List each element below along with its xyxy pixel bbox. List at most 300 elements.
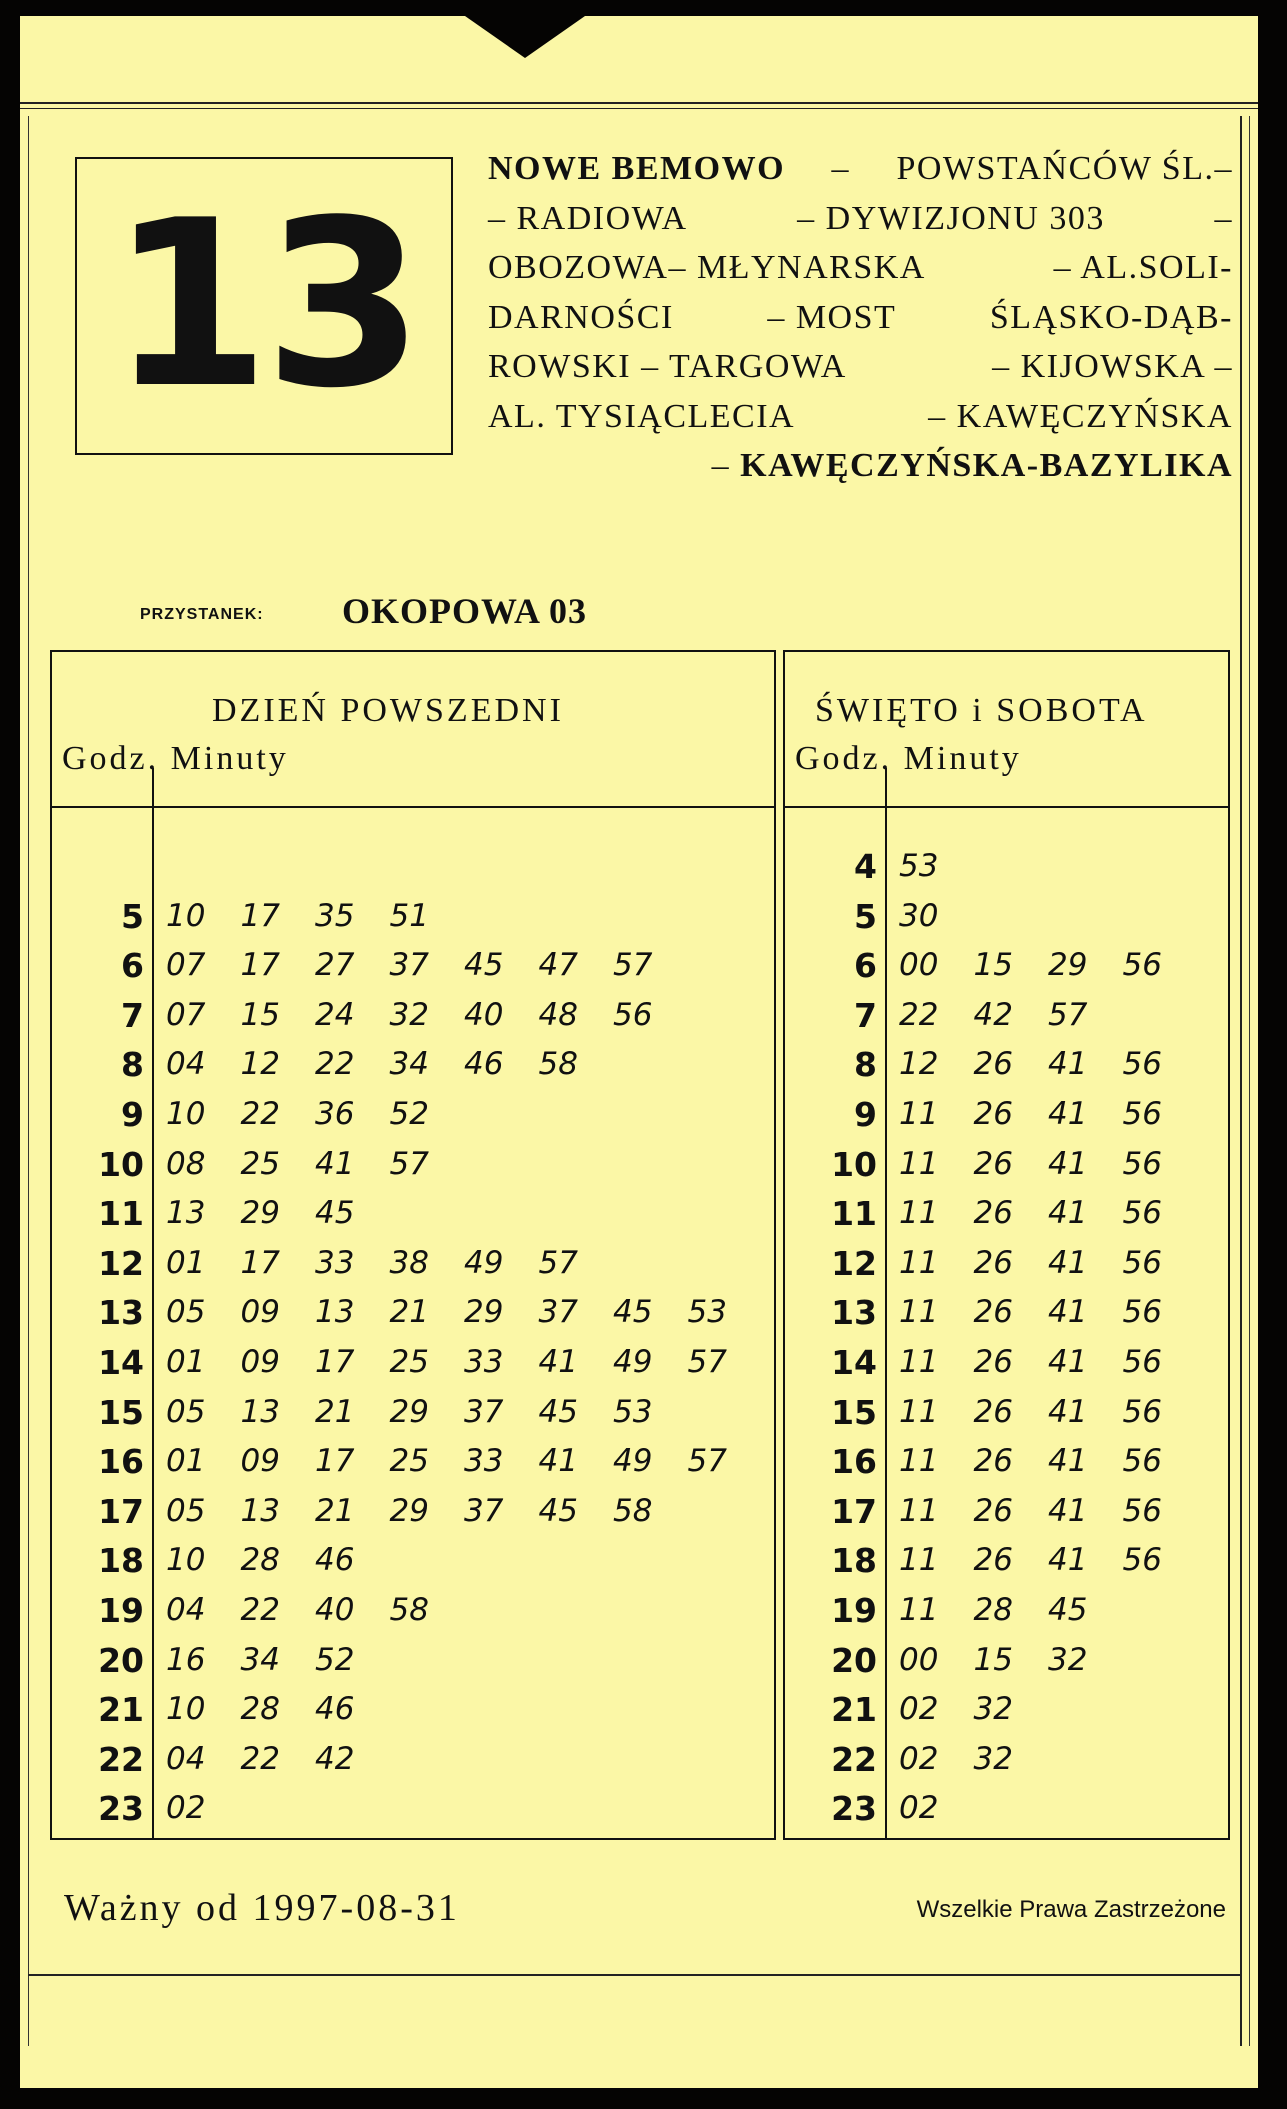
minutes-cell (899, 1090, 1197, 1140)
timetable-row (785, 1636, 1228, 1686)
minute-value: 41 (1048, 1095, 1088, 1132)
header-rule (785, 806, 1228, 808)
minute-value: 26 (973, 1095, 1013, 1132)
minute-value: 32 (1048, 1641, 1088, 1678)
minute-value: 22 (315, 1046, 355, 1083)
hour-cell: 7 (854, 995, 877, 1035)
minute-value: 57 (538, 1244, 578, 1281)
minute-value: 49 (613, 1343, 653, 1380)
minute-value: 26 (973, 1294, 1013, 1331)
timetable-row (785, 1239, 1228, 1289)
hour-cell: 16 (98, 1442, 144, 1482)
minute-value: 22 (240, 1095, 280, 1132)
minute-value: 11 (899, 1591, 939, 1628)
timetable-row (52, 1338, 774, 1388)
minutes-cell (899, 1388, 1197, 1438)
minute-value: 25 (389, 1443, 429, 1480)
hour-cell: 5 (121, 896, 144, 936)
minutes-cell (899, 1784, 974, 1834)
minutes-cell (166, 1536, 390, 1586)
minutes-cell (899, 892, 974, 942)
minute-value: 45 (1048, 1591, 1088, 1628)
minute-value: 56 (613, 996, 653, 1033)
minute-value: 28 (240, 1542, 280, 1579)
timetable-row (785, 1487, 1228, 1537)
minutes-cell (166, 1437, 762, 1487)
route-text: ŚLĄSKO-DĄB- (989, 298, 1233, 336)
hour-cell: 22 (831, 1739, 877, 1779)
minute-value: 07 (166, 996, 206, 1033)
minutes-cell (899, 1288, 1197, 1338)
minutes-cell (166, 1685, 390, 1735)
minutes-cell (166, 1784, 241, 1834)
minute-value: 17 (315, 1443, 355, 1480)
route-text: AL. TYSIĄCLECIA (488, 397, 796, 435)
minute-value: 35 (315, 897, 355, 934)
minute-value: 29 (464, 1294, 504, 1331)
minute-value: 12 (240, 1046, 280, 1083)
hour-cell: 9 (121, 1094, 144, 1134)
minute-value: 30 (899, 897, 939, 934)
minute-value: 10 (166, 1691, 206, 1728)
hour-cell: 5 (854, 896, 877, 936)
minute-value: 01 (166, 1244, 206, 1281)
timetable-row (52, 1487, 774, 1537)
holiday-subheader: Godz. Minuty (795, 740, 1022, 777)
timetable-row (785, 1735, 1228, 1785)
header-rule (52, 806, 774, 808)
route-dash: – (711, 447, 731, 484)
hour-cell: 20 (831, 1640, 877, 1680)
minute-value: 45 (538, 1393, 578, 1430)
hour-cell: 14 (831, 1342, 877, 1382)
minute-value: 45 (464, 947, 504, 984)
frame-bottom (28, 1974, 1242, 1976)
minute-value: 26 (973, 1492, 1013, 1529)
minute-value: 45 (613, 1294, 653, 1331)
hour-cell: 8 (854, 1045, 877, 1085)
minute-value: 42 (973, 996, 1013, 1033)
minute-value: 11 (899, 1443, 939, 1480)
minute-value: 41 (1048, 1145, 1088, 1182)
minute-value: 25 (240, 1145, 280, 1182)
minute-value: 13 (240, 1393, 280, 1430)
route-text: – KIJOWSKA – (992, 348, 1233, 385)
minute-value: 02 (166, 1790, 206, 1827)
minute-value: 10 (166, 897, 206, 934)
minute-value: 56 (1122, 1294, 1162, 1331)
route-line-6 (488, 392, 1233, 442)
minute-value: 57 (687, 1343, 727, 1380)
minutes-cell (899, 941, 1197, 991)
minute-value: 41 (315, 1145, 355, 1182)
route-line-2 (488, 194, 1233, 244)
minute-value: 57 (389, 1145, 429, 1182)
timetable-row (52, 1040, 774, 1090)
timetable-row (785, 1586, 1228, 1636)
minute-value: 32 (973, 1691, 1013, 1728)
hour-cell: 22 (98, 1739, 144, 1779)
minute-value: 57 (613, 947, 653, 984)
valid-from: Ważny od 1997-08-31 (64, 1887, 460, 1929)
minute-value: 11 (899, 1294, 939, 1331)
minute-value: 34 (240, 1641, 280, 1678)
minute-value: 56 (1122, 1343, 1162, 1380)
timetable-row (785, 1536, 1228, 1586)
minute-value: 56 (1122, 1443, 1162, 1480)
minute-value: 13 (315, 1294, 355, 1331)
minute-value: 04 (166, 1740, 206, 1777)
hour-cell: 7 (121, 995, 144, 1035)
minute-value: 22 (240, 1740, 280, 1777)
minute-value: 16 (166, 1641, 206, 1678)
minute-value: 11 (899, 1195, 939, 1232)
minute-value: 29 (389, 1393, 429, 1430)
minutes-cell (166, 941, 688, 991)
minute-value: 01 (166, 1443, 206, 1480)
timetable-row (785, 842, 1228, 892)
minute-value: 02 (899, 1740, 939, 1777)
weekday-subheader: Godz. Minuty (62, 740, 289, 777)
minutes-cell (899, 1586, 1123, 1636)
timetable-row (52, 1586, 774, 1636)
route-line-7 (488, 441, 1233, 491)
timetable-row (52, 892, 774, 942)
timetable-row (785, 892, 1228, 942)
hour-cell: 15 (98, 1392, 144, 1432)
minute-value: 33 (464, 1443, 504, 1480)
minutes-cell (166, 1388, 688, 1438)
hour-cell: 15 (831, 1392, 877, 1432)
minute-value: 02 (899, 1790, 939, 1827)
minutes-cell (166, 1040, 613, 1090)
route-text: POWSTAŃCÓW ŚL.– (896, 150, 1233, 187)
minute-value: 27 (315, 947, 355, 984)
route-text: – MOST (767, 298, 897, 336)
minute-value: 49 (464, 1244, 504, 1281)
minute-value: 10 (166, 1095, 206, 1132)
route-line-5 (488, 342, 1233, 392)
route-dash: – (1214, 199, 1233, 237)
hour-cell: 13 (98, 1293, 144, 1333)
minute-value: 29 (240, 1195, 280, 1232)
frame-right-inner (1249, 116, 1250, 2046)
timetable-row (785, 1189, 1228, 1239)
minute-value: 52 (315, 1641, 355, 1678)
timetable-row (52, 1536, 774, 1586)
minute-value: 38 (389, 1244, 429, 1281)
timetable-row (52, 1784, 774, 1834)
minutes-cell (899, 1189, 1197, 1239)
hour-cell: 18 (98, 1541, 144, 1581)
minute-value: 26 (973, 1393, 1013, 1430)
minute-value: 28 (973, 1591, 1013, 1628)
minute-value: 17 (240, 897, 280, 934)
timetable-row (785, 1338, 1228, 1388)
timetable-row (785, 1388, 1228, 1438)
hour-cell: 11 (831, 1194, 877, 1234)
timetable-row (52, 1685, 774, 1735)
minute-value: 32 (973, 1740, 1013, 1777)
minute-value: 37 (464, 1393, 504, 1430)
stop-label: PRZYSTANEK: (140, 606, 264, 623)
hour-cell: 19 (98, 1590, 144, 1630)
minute-value: 37 (538, 1294, 578, 1331)
minute-value: 56 (1122, 1492, 1162, 1529)
minute-value: 40 (315, 1591, 355, 1628)
minutes-cell (166, 1735, 390, 1785)
minute-value: 26 (973, 1195, 1013, 1232)
minute-value: 56 (1122, 1244, 1162, 1281)
timetable-row (785, 1140, 1228, 1190)
timetable-row (52, 1239, 774, 1289)
minute-value: 09 (240, 1343, 280, 1380)
minutes-cell (899, 991, 1123, 1041)
minute-value: 08 (166, 1145, 206, 1182)
minute-value: 02 (899, 1691, 939, 1728)
hour-cell: 17 (831, 1491, 877, 1531)
minute-value: 09 (240, 1294, 280, 1331)
timetable-row (52, 1090, 774, 1140)
minute-value: 24 (315, 996, 355, 1033)
timetable-row (52, 1189, 774, 1239)
minute-value: 33 (464, 1343, 504, 1380)
timetable-row (52, 1636, 774, 1686)
minute-value: 21 (315, 1492, 355, 1529)
minute-value: 12 (899, 1046, 939, 1083)
minute-value: 05 (166, 1294, 206, 1331)
minute-value: 01 (166, 1343, 206, 1380)
timetable-row (785, 1288, 1228, 1338)
minute-value: 57 (1048, 996, 1088, 1033)
timetable-row (785, 1685, 1228, 1735)
route-line-3 (488, 243, 1233, 293)
hanging-notch (465, 16, 585, 58)
holiday-title: ŚWIĘTO i SOBOTA (815, 692, 1148, 729)
minute-value: 07 (166, 947, 206, 984)
hour-cell: 10 (831, 1144, 877, 1184)
minute-value: 04 (166, 1046, 206, 1083)
minute-value: 41 (1048, 1492, 1088, 1529)
hour-cell: 16 (831, 1442, 877, 1482)
minute-value: 21 (389, 1294, 429, 1331)
minute-value: 13 (166, 1195, 206, 1232)
minute-value: 52 (389, 1095, 429, 1132)
minute-value: 05 (166, 1492, 206, 1529)
minute-value: 42 (315, 1740, 355, 1777)
route-line-4 (488, 293, 1233, 343)
minute-value: 56 (1122, 1195, 1162, 1232)
minute-value: 29 (1048, 947, 1088, 984)
minute-value: 05 (166, 1393, 206, 1430)
route-number-box (75, 157, 453, 455)
hour-cell: 18 (831, 1541, 877, 1581)
minutes-cell (899, 1685, 1048, 1735)
hour-cell: 12 (98, 1243, 144, 1283)
minute-value: 11 (899, 1145, 939, 1182)
minutes-cell (166, 1090, 464, 1140)
timetable-row (52, 1140, 774, 1190)
column-tick (885, 768, 887, 806)
hour-cell: 21 (98, 1690, 144, 1730)
minute-value: 53 (613, 1393, 653, 1430)
hour-cell: 4 (854, 847, 877, 886)
minute-value: 49 (613, 1443, 653, 1480)
minute-value: 22 (240, 1591, 280, 1628)
route-number: 13 (109, 172, 419, 439)
hour-cell: 21 (831, 1690, 877, 1730)
timetable-row (52, 1388, 774, 1438)
minute-value: 57 (687, 1443, 727, 1480)
hour-cell: 8 (121, 1045, 144, 1085)
weekday-title: DZIEŃ POWSZEDNI (212, 692, 564, 729)
timetable-row (785, 1784, 1228, 1834)
minute-value: 26 (973, 1343, 1013, 1380)
minute-value: 28 (240, 1691, 280, 1728)
minutes-cell (166, 1189, 390, 1239)
minute-value: 37 (464, 1492, 504, 1529)
minute-value: 29 (389, 1492, 429, 1529)
frame-right (1240, 116, 1242, 2046)
timetable-row (52, 1437, 774, 1487)
minute-value: 58 (613, 1492, 653, 1529)
route-text: – KAWĘCZYŃSKA (928, 397, 1233, 435)
route-text: – AL.SOLI- (1053, 249, 1233, 286)
minute-value: 41 (1048, 1195, 1088, 1232)
minute-value: 41 (538, 1443, 578, 1480)
minute-value: 51 (389, 897, 429, 934)
minute-value: 17 (240, 1244, 280, 1281)
timetable-row (52, 1288, 774, 1338)
timetable-row (785, 1040, 1228, 1090)
weekday-rows (52, 842, 774, 1834)
timetable-row (52, 941, 774, 991)
route-description (488, 144, 1233, 491)
minute-value: 25 (389, 1343, 429, 1380)
minute-value: 17 (240, 947, 280, 984)
rights-notice: Wszelkie Prawa Zastrzeżone (916, 1896, 1226, 1923)
minute-value: 22 (899, 996, 939, 1033)
minute-value: 11 (899, 1492, 939, 1529)
minute-value: 36 (315, 1095, 355, 1132)
minute-value: 26 (973, 1542, 1013, 1579)
hour-cell: 13 (831, 1293, 877, 1333)
route-text: ROWSKI – TARGOWA (488, 348, 847, 385)
timetable-row (52, 1735, 774, 1785)
timetable-row (52, 991, 774, 1041)
minutes-cell (166, 1288, 762, 1338)
minute-value: 26 (973, 1046, 1013, 1083)
minutes-cell (899, 1140, 1197, 1190)
timetable-row (785, 1437, 1228, 1487)
minute-value: 41 (1048, 1443, 1088, 1480)
minute-value: 56 (1122, 1095, 1162, 1132)
route-stop-last: KAWĘCZYŃSKA-BAZYLIKA (740, 447, 1233, 484)
minute-value: 17 (315, 1343, 355, 1380)
minutes-cell (899, 1040, 1197, 1090)
timetable-sheet (20, 16, 1258, 2088)
hour-cell: 19 (831, 1590, 877, 1630)
hour-cell: 12 (831, 1243, 877, 1283)
timetable-row (785, 991, 1228, 1041)
minute-value: 26 (973, 1244, 1013, 1281)
minute-value: 32 (389, 996, 429, 1033)
minute-value: 58 (538, 1046, 578, 1083)
hour-cell: 10 (98, 1144, 144, 1184)
minutes-cell (899, 1735, 1048, 1785)
minute-value: 45 (538, 1492, 578, 1529)
minute-value: 26 (973, 1145, 1013, 1182)
minutes-cell (166, 1636, 390, 1686)
timetable-row (785, 941, 1228, 991)
minute-value: 40 (464, 996, 504, 1033)
minute-value: 15 (240, 996, 280, 1033)
hour-cell: 17 (98, 1491, 144, 1531)
minute-value: 41 (1048, 1046, 1088, 1083)
timetable-row (52, 842, 774, 892)
minute-value: 56 (1122, 1542, 1162, 1579)
minute-value: 04 (166, 1591, 206, 1628)
minute-value: 47 (538, 947, 578, 984)
route-text: DARNOŚCI (488, 298, 674, 336)
minute-value: 21 (315, 1393, 355, 1430)
minutes-cell (899, 1536, 1197, 1586)
minutes-cell (166, 1586, 464, 1636)
minute-value: 15 (973, 947, 1013, 984)
minutes-cell (166, 1338, 762, 1388)
minute-value: 56 (1122, 1393, 1162, 1430)
route-dash: – (831, 150, 850, 187)
route-text: – DYWIZJONU 303 (797, 199, 1105, 237)
stop-name: OKOPOWA 03 (342, 591, 588, 631)
minutes-cell (899, 1636, 1123, 1686)
hour-cell: 23 (98, 1789, 144, 1829)
minute-value: 46 (464, 1046, 504, 1083)
minute-value: 37 (389, 947, 429, 984)
minutes-cell (899, 1239, 1197, 1289)
minute-value: 00 (899, 1641, 939, 1678)
route-line-1 (488, 144, 1233, 194)
minute-value: 58 (389, 1591, 429, 1628)
minute-value: 41 (1048, 1542, 1088, 1579)
minutes-cell (899, 1338, 1197, 1388)
minute-value: 45 (315, 1195, 355, 1232)
minute-value: 41 (538, 1343, 578, 1380)
hour-cell: 11 (98, 1194, 144, 1234)
hour-cell: 23 (831, 1789, 877, 1829)
minute-value: 34 (389, 1046, 429, 1083)
minute-value: 46 (315, 1542, 355, 1579)
minutes-cell (899, 1437, 1197, 1487)
minute-value: 46 (315, 1691, 355, 1728)
minutes-cell (899, 842, 974, 892)
minute-value: 15 (973, 1641, 1013, 1678)
minute-value: 56 (1122, 1145, 1162, 1182)
minute-value: 11 (899, 1244, 939, 1281)
route-text: – RADIOWA (488, 199, 688, 237)
route-stop-first: NOWE BEMOWO (488, 150, 786, 187)
minute-value: 56 (1122, 947, 1162, 984)
minutes-cell (899, 1487, 1197, 1537)
minute-value: 11 (899, 1343, 939, 1380)
top-rule (20, 102, 1258, 109)
minute-value: 11 (899, 1542, 939, 1579)
hour-cell: 14 (98, 1342, 144, 1382)
minute-value: 56 (1122, 1046, 1162, 1083)
minute-value: 41 (1048, 1244, 1088, 1281)
holiday-rows (785, 842, 1228, 1834)
minute-value: 13 (240, 1492, 280, 1529)
